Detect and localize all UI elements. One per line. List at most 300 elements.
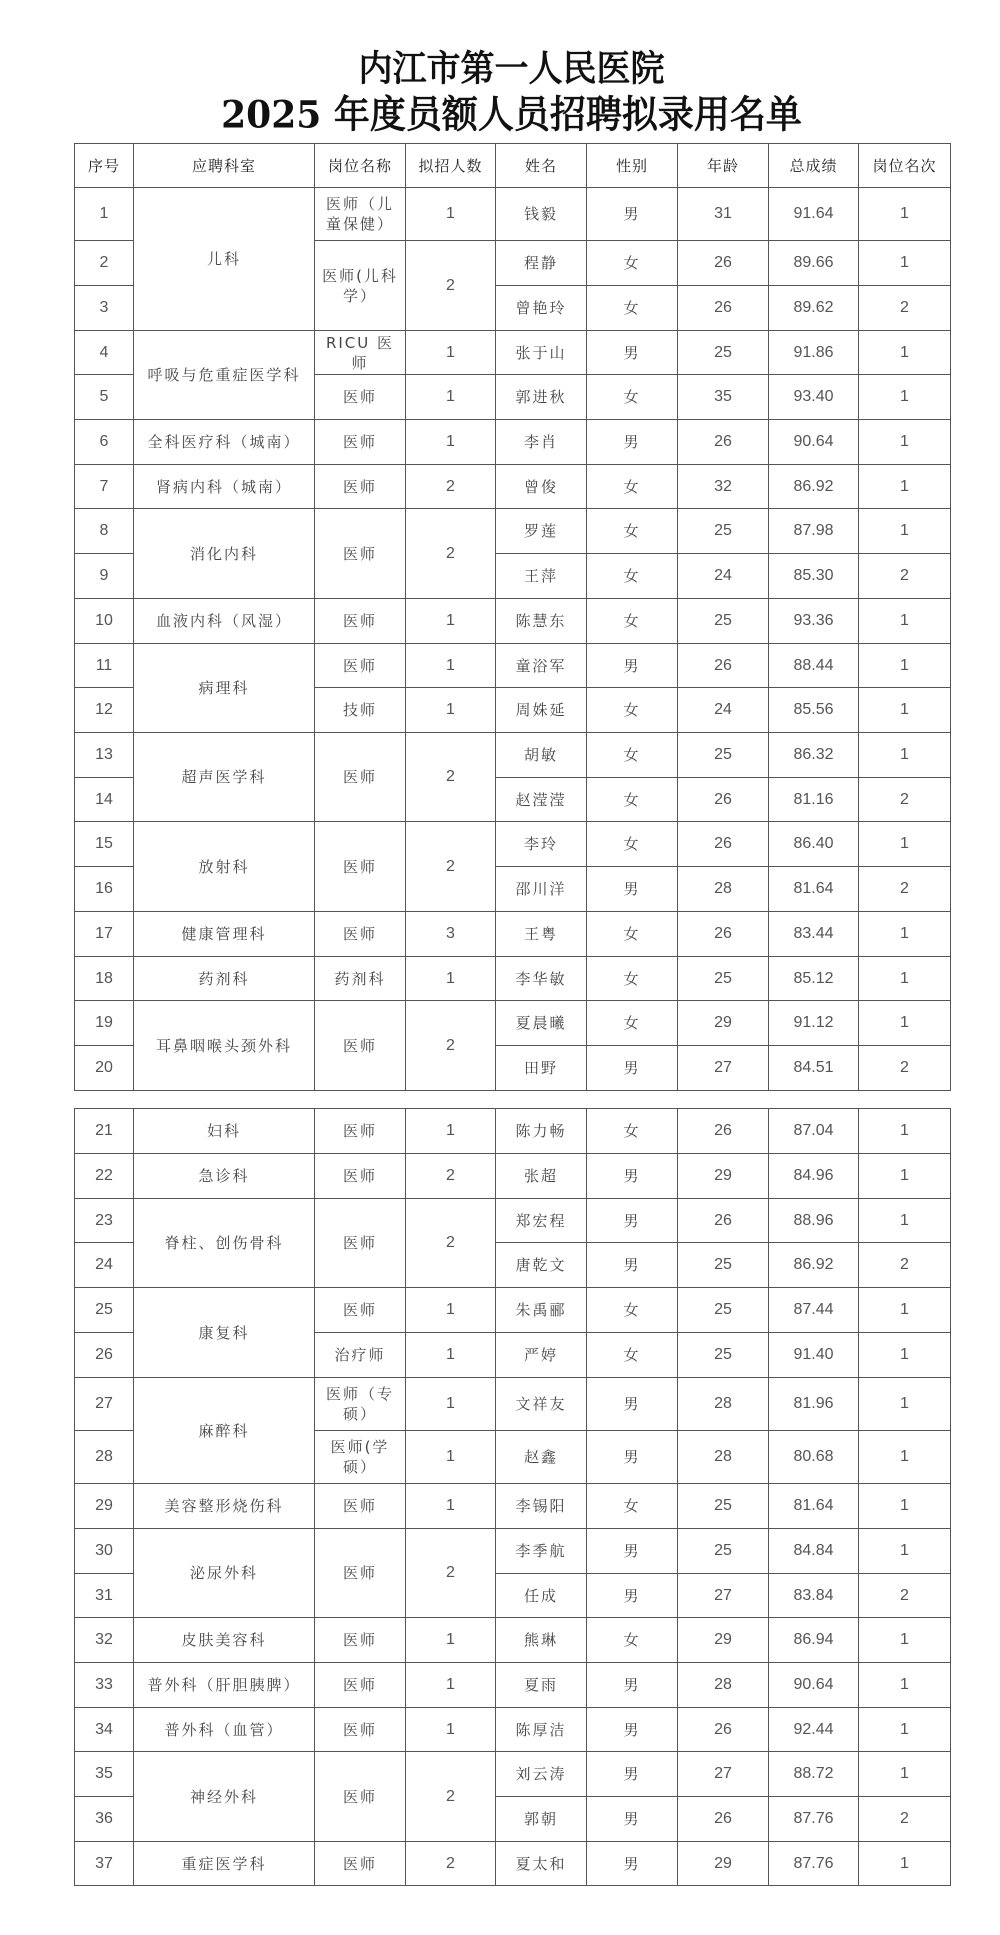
name-cell: 胡敏 [496,733,587,778]
seq-cell: 34 [75,1708,134,1752]
name-cell: 夏晨曦 [496,1001,587,1046]
age-cell: 27 [678,1752,769,1797]
quota-cell: 1 [406,599,496,644]
age-cell: 26 [678,420,769,465]
table-row [75,465,951,509]
column-header-rank: 岗位名次 [859,144,951,188]
department-cell: 健康管理科 [134,912,315,957]
age-cell: 25 [678,957,769,1001]
quota-cell: 1 [406,1484,496,1529]
position-cell: 治疗师 [315,1333,406,1378]
department-cell: 皮肤美容科 [134,1618,315,1663]
position-cell: 医师(学硕） [315,1431,406,1484]
quota-cell: 2 [406,1154,496,1199]
gender-cell: 女 [587,822,678,867]
age-cell: 31 [678,188,769,241]
quota-cell: 1 [406,420,496,465]
seq-cell: 29 [75,1484,134,1529]
age-cell: 25 [678,1243,769,1288]
name-cell: 邵川洋 [496,867,587,912]
name-cell: 夏太和 [496,1842,587,1886]
quota-cell: 1 [406,644,496,688]
age-cell: 26 [678,822,769,867]
column-header-seq: 序号 [75,144,134,188]
gender-cell: 男 [587,1046,678,1091]
quota-cell: 2 [406,733,496,822]
age-cell: 26 [678,1708,769,1752]
recruitment-table-part-2 [74,1108,951,1886]
column-header-position: 岗位名称 [315,144,406,188]
title-hospital-name: 内江市第一人民医院 [358,48,665,90]
rank-cell: 2 [859,1243,951,1288]
rank-cell: 2 [859,554,951,599]
recruitment-table-part-1 [74,143,951,1091]
rank-cell: 1 [859,241,951,286]
position-cell: 医师 [315,912,406,957]
table-row [75,1752,951,1797]
score-cell: 93.40 [769,375,859,420]
score-cell: 92.44 [769,1708,859,1752]
quota-cell: 2 [406,1529,496,1618]
age-cell: 26 [678,644,769,688]
rank-cell: 2 [859,286,951,331]
seq-cell: 4 [75,331,134,375]
score-cell: 91.40 [769,1333,859,1378]
column-header-department: 应聘科室 [134,144,315,188]
seq-cell: 32 [75,1618,134,1663]
score-cell: 81.96 [769,1378,859,1431]
score-cell: 81.16 [769,778,859,822]
score-cell: 86.40 [769,822,859,867]
gender-cell: 女 [587,778,678,822]
age-cell: 26 [678,1199,769,1243]
name-cell: 程静 [496,241,587,286]
column-header-score: 总成绩 [769,144,859,188]
seq-cell: 10 [75,599,134,644]
name-cell: 夏雨 [496,1663,587,1708]
age-cell: 26 [678,1797,769,1842]
table-row [75,331,951,375]
table-row [75,1484,951,1529]
name-cell: 朱禹郦 [496,1288,587,1333]
seq-cell: 11 [75,644,134,688]
name-cell: 周姝延 [496,688,587,733]
name-cell: 李华敏 [496,957,587,1001]
score-cell: 90.64 [769,420,859,465]
score-cell: 87.98 [769,509,859,554]
score-cell: 90.64 [769,1663,859,1708]
age-cell: 29 [678,1154,769,1199]
age-cell: 35 [678,375,769,420]
position-cell: 医师 [315,1842,406,1886]
score-cell: 88.72 [769,1752,859,1797]
table-body [75,1109,951,1886]
gender-cell: 女 [587,957,678,1001]
seq-cell: 7 [75,465,134,509]
name-cell: 熊琳 [496,1618,587,1663]
name-cell: 李锡阳 [496,1484,587,1529]
gender-cell: 女 [587,1333,678,1378]
position-cell: 医师 [315,1199,406,1288]
score-cell: 87.44 [769,1288,859,1333]
table-row [75,1529,951,1574]
table-row [75,509,951,554]
seq-cell: 23 [75,1199,134,1243]
rank-cell: 1 [859,1154,951,1199]
score-cell: 85.12 [769,957,859,1001]
table-row [75,1618,951,1663]
gender-cell: 女 [587,599,678,644]
age-cell: 25 [678,733,769,778]
gender-cell: 男 [587,1574,678,1618]
department-cell: 肾病内科（城南） [134,465,315,509]
table-row [75,1708,951,1752]
department-cell: 消化内科 [134,509,315,599]
age-cell: 28 [678,867,769,912]
name-cell: 张超 [496,1154,587,1199]
quota-cell: 1 [406,688,496,733]
table-row [75,644,951,688]
age-cell: 27 [678,1046,769,1091]
gender-cell: 男 [587,1154,678,1199]
score-cell: 83.44 [769,912,859,957]
position-cell: 医师 [315,1484,406,1529]
table-row [75,912,951,957]
rank-cell: 1 [859,688,951,733]
age-cell: 25 [678,599,769,644]
quota-cell: 2 [406,509,496,599]
quota-cell: 2 [406,822,496,912]
name-cell: 文祥友 [496,1378,587,1431]
rank-cell: 1 [859,1199,951,1243]
table-row [75,1842,951,1886]
position-cell: 医师（专硕） [315,1378,406,1431]
quota-cell: 1 [406,1378,496,1431]
position-cell: RICU 医师 [315,331,406,375]
department-cell: 超声医学科 [134,733,315,822]
position-cell: 医师 [315,599,406,644]
rank-cell: 1 [859,1752,951,1797]
score-cell: 84.96 [769,1154,859,1199]
rank-cell: 1 [859,1001,951,1046]
gender-cell: 女 [587,733,678,778]
score-cell: 86.92 [769,465,859,509]
gender-cell: 男 [587,867,678,912]
table-row [75,822,951,867]
position-cell: 医师（儿童保健） [315,188,406,241]
gender-cell: 男 [587,1842,678,1886]
position-cell: 医师 [315,1154,406,1199]
age-cell: 25 [678,1529,769,1574]
quota-cell: 2 [406,465,496,509]
seq-cell: 3 [75,286,134,331]
seq-cell: 27 [75,1378,134,1431]
score-cell: 86.92 [769,1243,859,1288]
name-cell: 王粤 [496,912,587,957]
table-row [75,599,951,644]
name-cell: 郭进秋 [496,375,587,420]
position-cell: 医师 [315,420,406,465]
seq-cell: 12 [75,688,134,733]
name-cell: 王萍 [496,554,587,599]
table-header [75,144,951,188]
rank-cell: 1 [859,420,951,465]
table-row [75,420,951,465]
department-cell: 脊柱、创伤骨科 [134,1199,315,1288]
age-cell: 29 [678,1842,769,1886]
department-cell: 药剂科 [134,957,315,1001]
name-cell: 曾俊 [496,465,587,509]
quota-cell: 1 [406,1708,496,1752]
quota-cell: 1 [406,188,496,241]
name-cell: 陈慧东 [496,599,587,644]
score-cell: 87.04 [769,1109,859,1154]
score-cell: 88.44 [769,644,859,688]
position-cell: 医师 [315,1288,406,1333]
age-cell: 26 [678,912,769,957]
table-row [75,1154,951,1199]
name-cell: 罗莲 [496,509,587,554]
score-cell: 83.84 [769,1574,859,1618]
rank-cell: 1 [859,599,951,644]
age-cell: 25 [678,1333,769,1378]
department-cell: 放射科 [134,822,315,912]
rank-cell: 1 [859,331,951,375]
column-header-gender: 性别 [587,144,678,188]
position-cell: 医师 [315,1618,406,1663]
gender-cell: 男 [587,1708,678,1752]
name-cell: 赵滢滢 [496,778,587,822]
gender-cell: 女 [587,1618,678,1663]
quota-cell: 2 [406,1842,496,1886]
name-cell: 郑宏程 [496,1199,587,1243]
name-cell: 李玲 [496,822,587,867]
table-row [75,1288,951,1333]
age-cell: 24 [678,688,769,733]
gender-cell: 男 [587,1378,678,1431]
seq-cell: 31 [75,1574,134,1618]
score-cell: 84.51 [769,1046,859,1091]
department-cell: 急诊科 [134,1154,315,1199]
quota-cell: 1 [406,331,496,375]
rank-cell: 1 [859,509,951,554]
position-cell: 医师(儿科学） [315,241,406,331]
quota-cell: 2 [406,1199,496,1288]
name-cell: 陈力畅 [496,1109,587,1154]
seq-cell: 5 [75,375,134,420]
score-cell: 86.94 [769,1618,859,1663]
quota-cell: 1 [406,1431,496,1484]
department-cell: 普外科（肝胆胰脾） [134,1663,315,1708]
position-cell: 医师 [315,1663,406,1708]
seq-cell: 14 [75,778,134,822]
seq-cell: 15 [75,822,134,867]
table-row [75,1663,951,1708]
age-cell: 29 [678,1001,769,1046]
rank-cell: 1 [859,1529,951,1574]
seq-cell: 2 [75,241,134,286]
seq-cell: 37 [75,1842,134,1886]
rank-cell: 1 [859,1618,951,1663]
rank-cell: 1 [859,1842,951,1886]
department-cell: 康复科 [134,1288,315,1378]
header-row [75,144,951,188]
seq-cell: 18 [75,957,134,1001]
quota-cell: 1 [406,1109,496,1154]
department-cell: 血液内科（风湿） [134,599,315,644]
gender-cell: 男 [587,1663,678,1708]
age-cell: 32 [678,465,769,509]
department-cell: 妇科 [134,1109,315,1154]
rank-cell: 1 [859,644,951,688]
score-cell: 88.96 [769,1199,859,1243]
quota-cell: 1 [406,1288,496,1333]
seq-cell: 33 [75,1663,134,1708]
rank-cell: 2 [859,867,951,912]
rank-cell: 2 [859,778,951,822]
gender-cell: 女 [587,1109,678,1154]
seq-cell: 36 [75,1797,134,1842]
rank-cell: 1 [859,1378,951,1431]
name-cell: 曾艳玲 [496,286,587,331]
gender-cell: 男 [587,188,678,241]
rank-cell: 1 [859,957,951,1001]
department-cell: 呼吸与危重症医学科 [134,331,315,420]
name-cell: 严婷 [496,1333,587,1378]
department-cell: 全科医疗科（城南） [134,420,315,465]
seq-cell: 25 [75,1288,134,1333]
rank-cell: 2 [859,1046,951,1091]
position-cell: 医师 [315,822,406,912]
table-row [75,733,951,778]
score-cell: 81.64 [769,867,859,912]
column-header-age: 年龄 [678,144,769,188]
seq-cell: 8 [75,509,134,554]
department-cell: 美容整形烧伤科 [134,1484,315,1529]
score-cell: 85.56 [769,688,859,733]
rank-cell: 1 [859,1484,951,1529]
quota-cell: 1 [406,957,496,1001]
gender-cell: 女 [587,554,678,599]
seq-cell: 16 [75,867,134,912]
seq-cell: 6 [75,420,134,465]
name-cell: 李肖 [496,420,587,465]
department-cell: 儿科 [134,188,315,331]
position-cell: 医师 [315,1109,406,1154]
rank-cell: 1 [859,912,951,957]
name-cell: 李季航 [496,1529,587,1574]
score-cell: 80.68 [769,1431,859,1484]
name-cell: 郭朝 [496,1797,587,1842]
position-cell: 药剂科 [315,957,406,1001]
gender-cell: 男 [587,1529,678,1574]
rank-cell: 1 [859,1333,951,1378]
quota-cell: 3 [406,912,496,957]
name-cell: 张于山 [496,331,587,375]
score-cell: 91.12 [769,1001,859,1046]
seq-cell: 26 [75,1333,134,1378]
seq-cell: 1 [75,188,134,241]
gender-cell: 男 [587,1199,678,1243]
title-list-name: 2025 年度员额人员招聘拟录用名单 [221,92,802,138]
rank-cell: 1 [859,188,951,241]
table-row [75,1378,951,1431]
position-cell: 医师 [315,733,406,822]
department-cell: 泌尿外科 [134,1529,315,1618]
gender-cell: 男 [587,1752,678,1797]
column-header-name: 姓名 [496,144,587,188]
table-body [75,188,951,1091]
gender-cell: 男 [587,1431,678,1484]
seq-cell: 20 [75,1046,134,1091]
rank-cell: 1 [859,1708,951,1752]
rank-cell: 1 [859,822,951,867]
position-cell: 医师 [315,1708,406,1752]
rank-cell: 1 [859,1431,951,1484]
table-row [75,957,951,1001]
age-cell: 26 [678,778,769,822]
score-cell: 93.36 [769,599,859,644]
name-cell: 刘云涛 [496,1752,587,1797]
department-cell: 病理科 [134,644,315,733]
gender-cell: 女 [587,465,678,509]
age-cell: 25 [678,331,769,375]
name-cell: 童浴军 [496,644,587,688]
rank-cell: 1 [859,1109,951,1154]
gender-cell: 男 [587,1243,678,1288]
gender-cell: 女 [587,1288,678,1333]
score-cell: 85.30 [769,554,859,599]
position-cell: 医师 [315,509,406,599]
seq-cell: 30 [75,1529,134,1574]
quota-cell: 1 [406,1333,496,1378]
score-cell: 89.66 [769,241,859,286]
table-row [75,1109,951,1154]
seq-cell: 28 [75,1431,134,1484]
quota-cell: 1 [406,375,496,420]
age-cell: 26 [678,1109,769,1154]
gender-cell: 女 [587,688,678,733]
seq-cell: 19 [75,1001,134,1046]
position-cell: 医师 [315,644,406,688]
column-header-quota: 拟招人数 [406,144,496,188]
score-cell: 87.76 [769,1842,859,1886]
gender-cell: 女 [587,286,678,331]
age-cell: 25 [678,1484,769,1529]
age-cell: 29 [678,1618,769,1663]
gender-cell: 男 [587,644,678,688]
department-cell: 神经外科 [134,1752,315,1842]
name-cell: 赵鑫 [496,1431,587,1484]
gender-cell: 女 [587,241,678,286]
quota-cell: 1 [406,1618,496,1663]
position-cell: 医师 [315,375,406,420]
name-cell: 唐乾文 [496,1243,587,1288]
age-cell: 28 [678,1378,769,1431]
rank-cell: 1 [859,733,951,778]
seq-cell: 13 [75,733,134,778]
department-cell: 麻醉科 [134,1378,315,1484]
department-cell: 普外科（血管） [134,1708,315,1752]
table-row [75,1199,951,1243]
age-cell: 26 [678,241,769,286]
score-cell: 84.84 [769,1529,859,1574]
age-cell: 28 [678,1663,769,1708]
quota-cell: 2 [406,241,496,331]
table-row [75,1001,951,1046]
department-cell: 重症医学科 [134,1842,315,1886]
gender-cell: 女 [587,509,678,554]
